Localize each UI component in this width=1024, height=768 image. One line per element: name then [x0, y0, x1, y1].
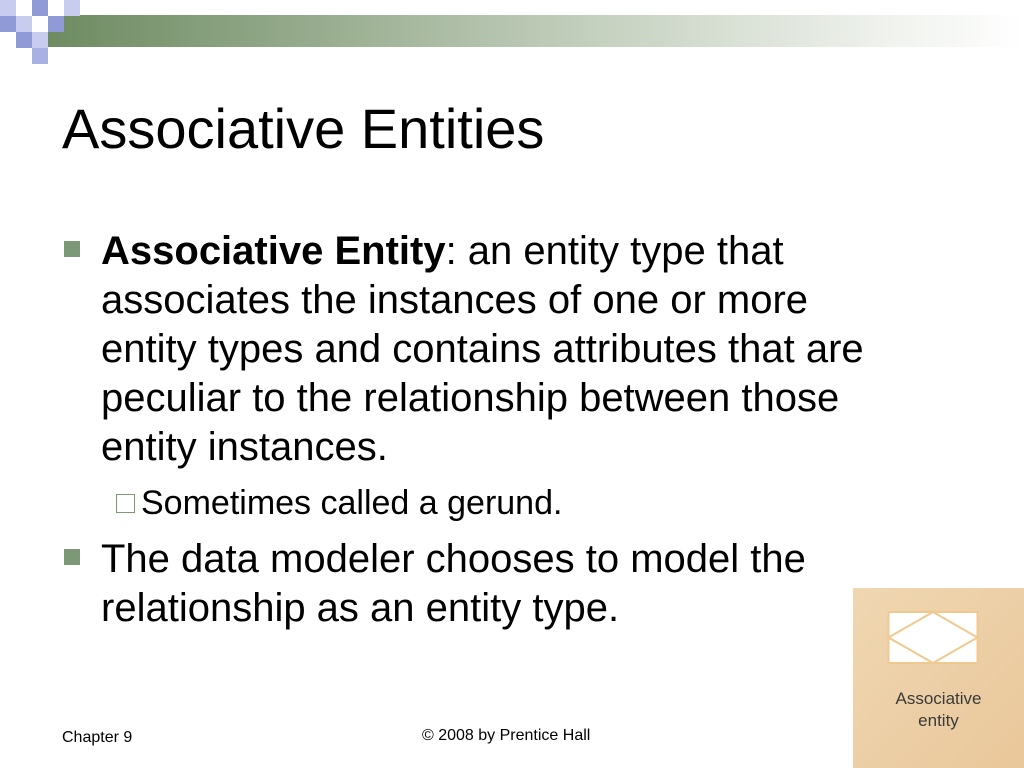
bullet-definition: [64, 227, 884, 472]
footer-chapter: Chapter 9: [62, 729, 133, 746]
deco-square: [48, 16, 64, 32]
slide-title: Associative Entities: [62, 97, 545, 160]
bullet-text: The data modeler chooses to model the relationship as an entity type.: [101, 537, 806, 630]
square-bullet-icon: [64, 549, 80, 565]
bullet-modeler: [64, 535, 884, 633]
deco-square: [0, 16, 16, 32]
deco-square: [0, 0, 16, 16]
associative-entity-symbol-icon: [887, 608, 979, 666]
hollow-square-bullet-icon: [116, 494, 135, 513]
deco-square: [32, 0, 48, 16]
term-definition: : an entity type that associates the instances of one or more entity types and contains attributes that are peculiar to the relationship between those entity instances.: [101, 229, 864, 469]
footer-copyright: © 2008 by Prentice Hall: [422, 727, 591, 744]
deco-square: [16, 0, 32, 16]
deco-square: [16, 32, 32, 48]
legend-label-line1: Associative: [895, 689, 982, 708]
bullet-text: [101, 227, 884, 472]
deco-square: [32, 32, 48, 48]
deco-square: [16, 16, 32, 32]
legend-label-line2: entity: [918, 711, 959, 730]
deco-square: [64, 0, 80, 16]
header-decoration: [0, 0, 1024, 48]
deco-square: [48, 0, 64, 16]
header-gradient-bar: [48, 15, 1024, 47]
legend-label: [853, 688, 1024, 732]
associative-entity-legend: [853, 588, 1024, 768]
deco-square: [32, 16, 48, 32]
deco-square: [32, 48, 48, 64]
sub-bullet: [116, 482, 562, 524]
term-bold: Associative Entity: [101, 229, 446, 273]
sub-bullet-text: Sometimes called a gerund.: [141, 484, 563, 522]
square-bullet-icon: [64, 241, 80, 257]
